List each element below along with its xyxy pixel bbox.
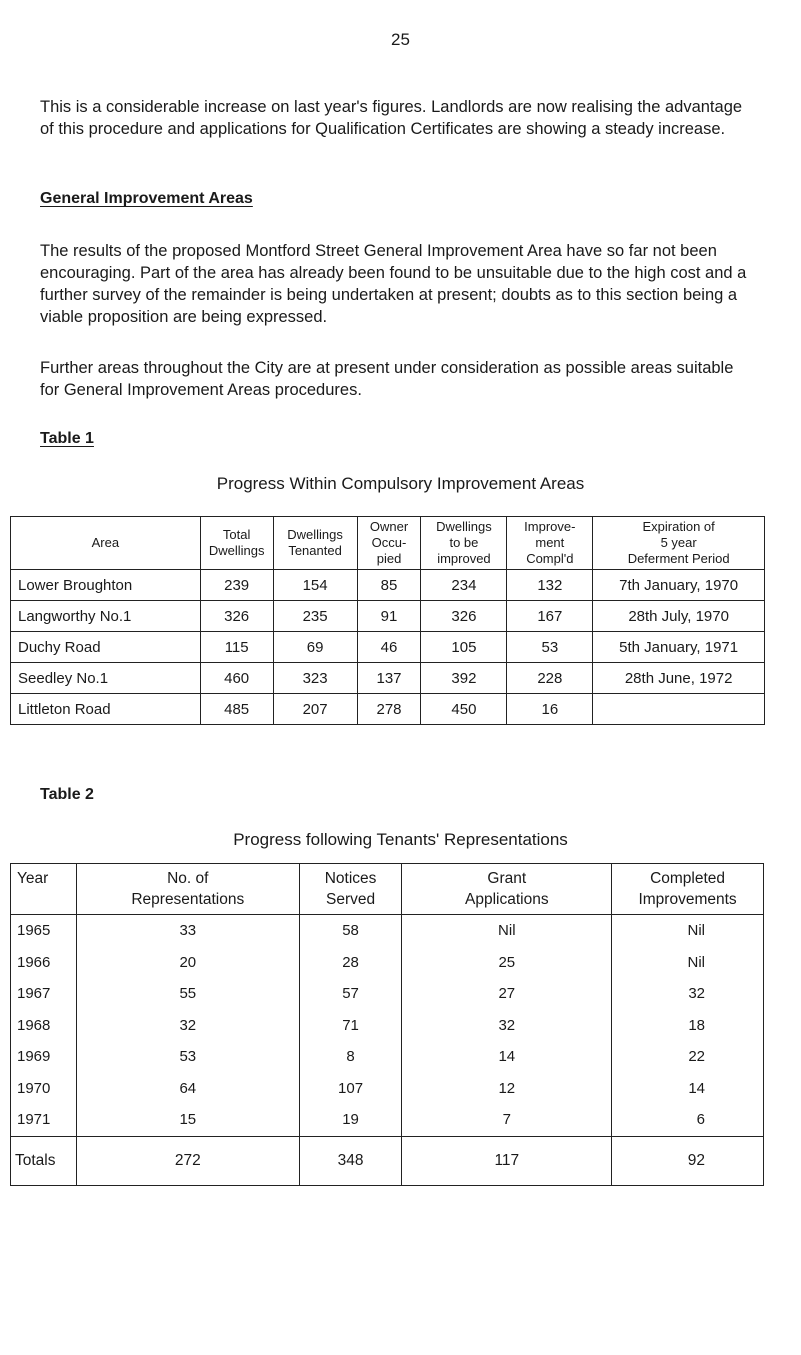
table2-header-cell (612, 864, 764, 915)
table1-cell: 85 (357, 570, 421, 601)
table1-header-cell-line: Total (222, 527, 251, 542)
table-row (11, 632, 765, 663)
table1-cell: 5th January, 1971 (593, 632, 765, 663)
table1-cell (593, 694, 765, 725)
table2-header-cell-line: Applications (465, 891, 549, 908)
table1-cell: 115 (200, 632, 273, 663)
table2-header-cell-line: Year (17, 870, 49, 887)
table2-cell: 15 (76, 1104, 299, 1136)
table2-cell: Nil (612, 947, 764, 979)
table2-cell: 6 (612, 1104, 764, 1136)
table1-area-cell: Langworthy No.1 (11, 601, 201, 632)
compulsory-improvement-areas-table (10, 516, 765, 725)
table1-header-cell-line: Dwellings (208, 543, 265, 558)
table1-cell: 16 (507, 694, 593, 725)
table1-area-cell: Lower Broughton (11, 570, 201, 601)
table2-year-cell: 1965 (11, 915, 77, 947)
table2-cell: 8 (299, 1041, 402, 1073)
table1-area-cell: Duchy Road (11, 632, 201, 663)
table1-header-cell (11, 517, 201, 570)
table1-header-cell-line: Deferment Period (627, 551, 730, 566)
table1-header-cell (357, 517, 421, 570)
table1-cell: 326 (421, 601, 507, 632)
tenants-representations-table (10, 863, 764, 1186)
table2-cell: 20 (76, 947, 299, 979)
table2-header-cell (76, 864, 299, 915)
table2-year-cell: 1969 (11, 1041, 77, 1073)
table2-header-cell-line: Served (325, 891, 376, 908)
table2-year-cell: 1968 (11, 1010, 77, 1042)
table1-header-cell (507, 517, 593, 570)
table1-header-cell-line: 5 year (660, 535, 697, 550)
table1-cell: 154 (273, 570, 357, 601)
table2-cell: 19 (299, 1104, 402, 1136)
table-row (11, 1041, 764, 1073)
table1-header-cell-line: to be (449, 535, 479, 550)
table-row (11, 1104, 764, 1136)
table-row (11, 601, 765, 632)
table1-cell: 207 (273, 694, 357, 725)
table2-cell: 12 (402, 1073, 612, 1105)
table1-cell: 46 (357, 632, 421, 663)
table1-cell: 228 (507, 663, 593, 694)
table-row (11, 1073, 764, 1105)
table2-total-cell: 348 (299, 1136, 402, 1185)
table-row (11, 1010, 764, 1042)
table1-header-cell-line: Area (91, 535, 120, 550)
table2-cell: Nil (612, 915, 764, 947)
table1-cell: 450 (421, 694, 507, 725)
table1-cell: 235 (273, 601, 357, 632)
table2-caption: Progress following Tenants' Representations (233, 830, 568, 849)
table2-cell: 53 (76, 1041, 299, 1073)
table2-header-cell-line: Completed (650, 870, 726, 887)
table2-header-cell (402, 864, 612, 915)
table1-header-cell-line: improved (437, 551, 491, 566)
table1-header-cell (421, 517, 507, 570)
table2-header-cell-line: Improvements (638, 891, 737, 908)
table-row (11, 947, 764, 979)
table1-header-cell-line: pied (376, 551, 402, 566)
table2-total-cell: 117 (402, 1136, 612, 1185)
table2-header-row (11, 864, 764, 915)
table2-cell: 28 (299, 947, 402, 979)
table1-cell: 137 (357, 663, 421, 694)
table1-caption: Progress Within Compulsory Improvement Areas (216, 474, 585, 493)
table2-cell: 64 (76, 1073, 299, 1105)
table1-header-cell-line: Compl'd (526, 551, 574, 566)
paragraph-qualification-certificates: This is a considerable increase on last year's figures. Landlords are now realising the advantage of this procedure and applications for Qualification Certificates are showing a steady increase. (40, 98, 743, 138)
table1-header-cell (200, 517, 273, 570)
table1-cell: 326 (200, 601, 273, 632)
table1-header-cell-line: ment (535, 535, 565, 550)
table2-totals-label: Totals (11, 1136, 77, 1185)
table1-label: Table 1 (40, 430, 94, 447)
table1-cell: 105 (421, 632, 507, 663)
table2-cell: 32 (76, 1010, 299, 1042)
table2-totals-row (11, 1136, 764, 1185)
table-row (11, 694, 765, 725)
table2-cell: 18 (612, 1010, 764, 1042)
table2-header-cell-line: No. of (167, 870, 209, 887)
table2-cell: 32 (402, 1010, 612, 1042)
table2-cell: 22 (612, 1041, 764, 1073)
table2-cell: 7 (402, 1104, 612, 1136)
table2-cell: 107 (299, 1073, 402, 1105)
table-row (11, 570, 765, 601)
table1-cell: 460 (200, 663, 273, 694)
table2-label: Table 2 (40, 786, 94, 803)
paragraph-montford-street: The results of the proposed Montford Street General Improvement Area have so far not been encouraging. Part of the area has already been found to be unsuitable due to the high cost and a further survey of the remainder is being undertaken at present; doubts as to this section being a viable proposition are being expressed. (40, 242, 747, 326)
table2-year-cell: 1970 (11, 1073, 77, 1105)
table1-header-cell-line: Tenanted (288, 543, 342, 558)
page-number: 25 (391, 30, 410, 49)
table2-cell: 33 (76, 915, 299, 947)
paragraph-further-areas: Further areas throughout the City are at present under consideration as possible areas suitable for General Improvement Areas procedures. (40, 359, 734, 399)
table2-total-cell: 272 (76, 1136, 299, 1185)
table2-cell: 58 (299, 915, 402, 947)
table1-cell: 392 (421, 663, 507, 694)
table1-header-cell-line: Expiration of (642, 519, 715, 534)
table2-cell: 25 (402, 947, 612, 979)
table1-cell: 132 (507, 570, 593, 601)
table-row (11, 663, 765, 694)
table1-cell: 485 (200, 694, 273, 725)
table1-cell: 69 (273, 632, 357, 663)
table1-cell: 53 (507, 632, 593, 663)
table2-cell: 14 (612, 1073, 764, 1105)
table1-cell: 7th January, 1970 (593, 570, 765, 601)
section-heading-general-improvement-areas: General Improvement Areas (40, 190, 253, 207)
table1-cell: 323 (273, 663, 357, 694)
table-row (11, 915, 764, 947)
table1-cell: 28th July, 1970 (593, 601, 765, 632)
table2-cell: 27 (402, 978, 612, 1010)
table1-header-cell-line: Owner (369, 519, 409, 534)
table1-header-cell-line: Occu- (371, 535, 407, 550)
table1-header-cell-line: Dwellings (287, 527, 343, 542)
table2-cell: 32 (612, 978, 764, 1010)
table1-header-cell (273, 517, 357, 570)
table2-total-cell: 92 (612, 1136, 764, 1185)
table1-header-cell (593, 517, 765, 570)
table2-header-cell (299, 864, 402, 915)
table1-cell: 28th June, 1972 (593, 663, 765, 694)
table2-cell: 71 (299, 1010, 402, 1042)
table1-cell: 239 (200, 570, 273, 601)
table1-header-cell-line: Improve- (524, 519, 576, 534)
table2-cell: 14 (402, 1041, 612, 1073)
table1-header-row (11, 517, 765, 570)
table2-year-cell: 1966 (11, 947, 77, 979)
table2-cell: 57 (299, 978, 402, 1010)
table1-area-cell: Seedley No.1 (11, 663, 201, 694)
table2-cell: Nil (402, 915, 612, 947)
table2-cell: 55 (76, 978, 299, 1010)
table2-year-cell: 1971 (11, 1104, 77, 1136)
table1-area-cell: Littleton Road (11, 694, 201, 725)
table2-header-cell-line: Representations (131, 891, 245, 908)
table-row (11, 978, 764, 1010)
table1-cell: 278 (357, 694, 421, 725)
table1-header-cell-line: Dwellings (436, 519, 492, 534)
table1-cell: 91 (357, 601, 421, 632)
table2-year-cell: 1967 (11, 978, 77, 1010)
table1-cell: 167 (507, 601, 593, 632)
table1-cell: 234 (421, 570, 507, 601)
table2-header-cell-line: Grant (487, 870, 527, 887)
table2-header-cell-line: Notices (324, 870, 377, 887)
table2-header-cell (11, 864, 77, 915)
